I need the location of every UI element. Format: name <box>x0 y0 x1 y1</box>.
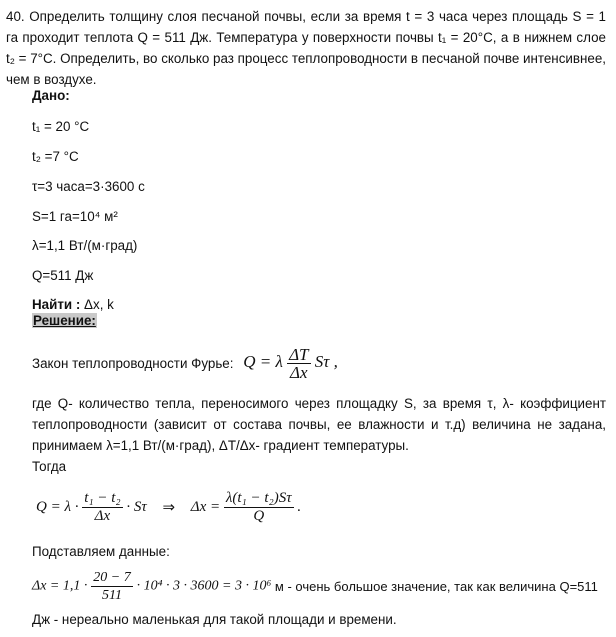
given-title: Дано: <box>32 88 70 103</box>
given-item-t2: t₂ =7 °C <box>32 149 79 164</box>
formula3-fraction <box>91 569 132 604</box>
find-line <box>32 297 114 312</box>
calculation-line <box>32 569 598 604</box>
then-label: Тогда <box>32 459 67 474</box>
fourier-label: Закон теплопроводности Фурье: <box>32 356 234 371</box>
formula-fourier-den: Δx <box>290 363 308 382</box>
formula2-end: . <box>297 499 302 515</box>
formula2-mid: · Sτ <box>126 499 147 515</box>
formula-fourier-num: ΔT <box>289 345 309 364</box>
implies-arrow: ⇒ <box>162 500 176 516</box>
formula2-num2: λ(t₁ − t₂)Sτ <box>225 490 292 506</box>
given-item-lambda: λ=1,1 Вт/(м·град) <box>32 238 138 253</box>
find-label: Найти : <box>32 297 81 312</box>
explanation-paragraph: где Q- количество тепла, переносимого через площадку S, за время τ, λ- коэффициент теплопроводности (зависит от состава почвы, ее влажности и т.д) величина не задана, принимаем λ=1,1 Вт/(м·град), ΔT/Δx- градиент температуры. <box>32 396 606 453</box>
formula3-tail: м - очень большое значение, так как величина Q=511 <box>271 579 598 594</box>
formula-fourier-tail: Sτ , <box>314 352 338 372</box>
formula2-den2: Q <box>253 508 265 524</box>
given-item-q: Q=511 Дж <box>32 268 94 283</box>
formula3-den: 511 <box>102 588 122 603</box>
formula-fourier-fraction <box>287 346 310 381</box>
given-item-t1: t₁ = 20 °C <box>32 119 90 134</box>
formula2-num: t₁ − t₂ <box>84 490 121 506</box>
formula3-lhs: Δx = 1,1 · <box>32 578 88 594</box>
formula3-num: 20 − 7 <box>93 570 131 585</box>
formula2-den: Δx <box>94 508 111 524</box>
given-item-tau: τ=3 часа=3·3600 с <box>32 179 145 194</box>
given-item-area: S=1 га=10⁴ м² <box>32 209 118 224</box>
formula2-lhs: Q = λ · <box>36 499 79 515</box>
substitute-label: Подставляем данные: <box>32 544 170 559</box>
formula-delta-x <box>36 490 301 525</box>
find-value: Δx, k <box>80 297 114 312</box>
final-line: Дж - нереально маленькая для такой площади и времени. <box>32 612 397 627</box>
formula3-mid: · 10⁴ · 3 · 3600 = 3 · 10⁶ <box>136 578 272 594</box>
formula2-fraction <box>82 490 122 525</box>
fourier-law-line <box>32 346 338 381</box>
formula2-fraction2 <box>224 490 294 525</box>
solution-title: Решение: <box>33 313 96 328</box>
formula-fourier-lhs: Q = λ <box>243 352 283 372</box>
formula2-lhs2: Δx = <box>190 499 221 515</box>
problem-statement: 40. Определить толщину слоя песчаной почвы, если за время t = 3 часа через площадь S = 1 га проходит теплота Q = 511 Дж. Температура у поверхности почвы t₁ = 20°C, а в нижнем слое t₂ = 7°C. Определить, во сколько раз процесс теплопроводности в песчаной почве интенсивнее, чем в воздухе. <box>6 9 606 87</box>
